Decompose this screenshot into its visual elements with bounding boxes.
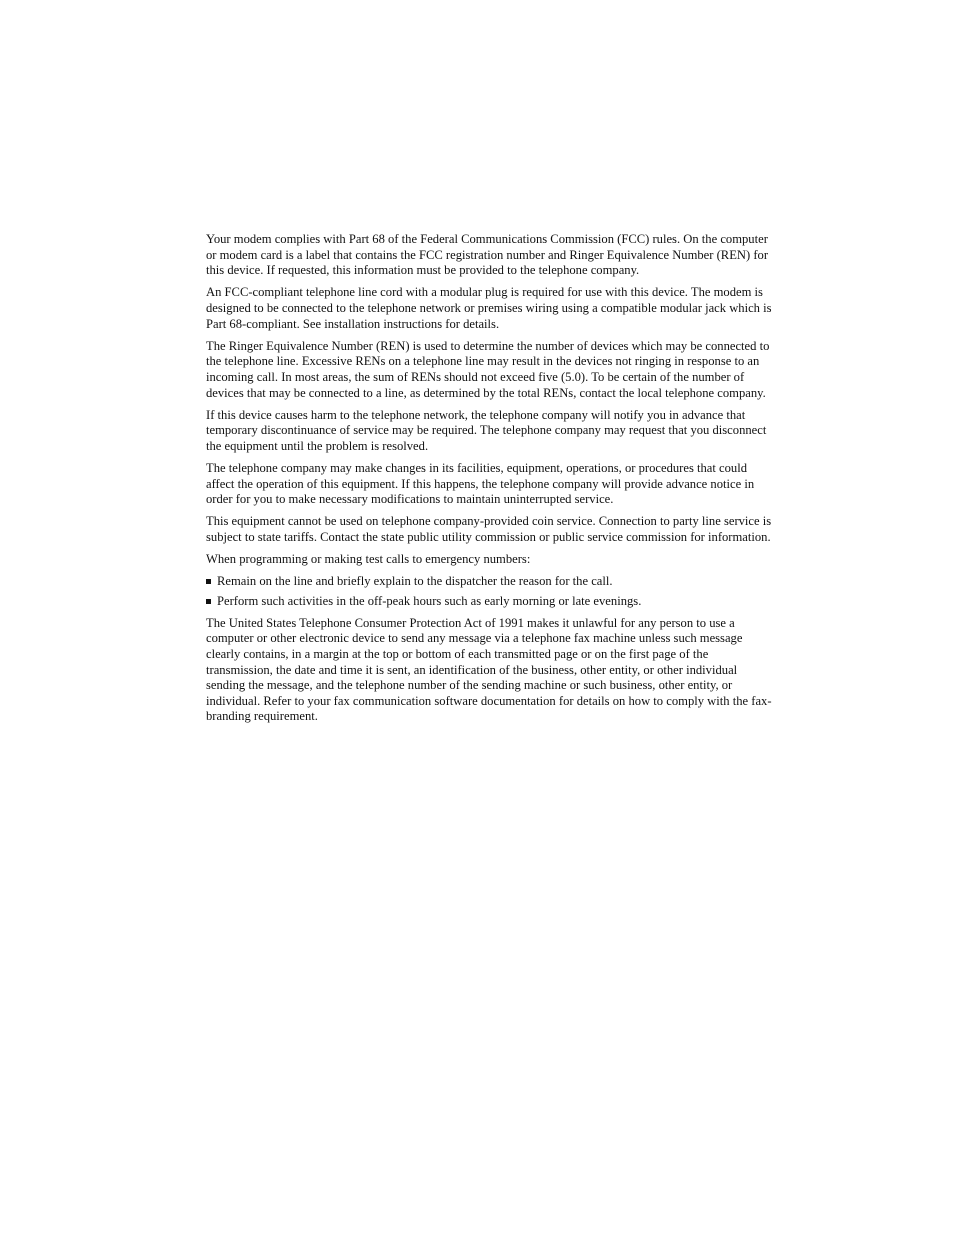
paragraph-company-changes: The telephone company may make changes in its facilities, equipment, operations, or procedures that could affect the operation of this equipment. If this happens, the telephone company will provide advance notice in order for you to make necessary modifications to maintain uninterrupted service. bbox=[206, 461, 755, 507]
paragraph-line-cord: An FCC-compliant telephone line cord with a modular plug is required for use with this device. The modem is designed to be connected to the telephone network or premises wiring using a compatible modular jack which is Part 68-compliant. See installation instructions for details. bbox=[206, 285, 772, 331]
list-item-text: Perform such activities in the off-peak hours such as early morning or late evenings. bbox=[217, 593, 642, 608]
list-item-text: Remain on the line and briefly explain to the dispatcher the reason for the call. bbox=[217, 574, 613, 589]
paragraph-ren: The Ringer Equivalence Number (REN) is used to determine the number of devices which may be connected to the telephone line. Excessive RENs on a telephone line may result in the devices not ringing in response to an incoming call. In most areas, the sum of RENs should not exceed five (5.0). To be certain of the number of devices that may be connected to a line, as determined by the total RENs, contact the local telephone company. bbox=[206, 338, 770, 400]
list-item bbox=[206, 574, 776, 590]
paragraph-fcc-part68: Your modem complies with Part 68 of the Federal Communications Commission (FCC) rules. On the computer or modem card is a label that contains the FCC registration number and Ringer Equivalence Number (REN) for this device. If requested, this information must be provided to the telephone company. bbox=[206, 232, 769, 278]
square-bullet-icon bbox=[206, 579, 211, 584]
document-body bbox=[206, 232, 776, 731]
square-bullet-icon bbox=[206, 599, 211, 604]
paragraph-emergency-intro: When programming or making test calls to emergency numbers: bbox=[206, 552, 531, 567]
list-item bbox=[206, 594, 776, 610]
paragraph-coin-service: This equipment cannot be used on telephone company-provided coin service. Connection to party line service is subject to state tariffs. Contact the state public utility commission or public service commission for information. bbox=[206, 514, 772, 545]
paragraph-network-harm: If this device causes harm to the telephone network, the telephone company will notify you in advance that temporary discontinuance of service may be required. The telephone company may request that you disconnect the equipment until the problem is resolved. bbox=[206, 407, 767, 453]
paragraph-tcpa: The United States Telephone Consumer Protection Act of 1991 makes it unlawful for any person to use a computer or other electronic device to send any message via a telephone fax machine unless such message clearly contains, in a margin at the top or bottom of each transmitted page or on the first page of the transmission, the date and time it is sent, an identification of the business, other entity, or other individual sending the message, and the telephone number of the sending machine or such business, other entity, or individual. Refer to your fax communication software documentation for details on how to comply with the fax-branding requirement. bbox=[206, 615, 772, 724]
emergency-bullet-list bbox=[206, 574, 776, 609]
